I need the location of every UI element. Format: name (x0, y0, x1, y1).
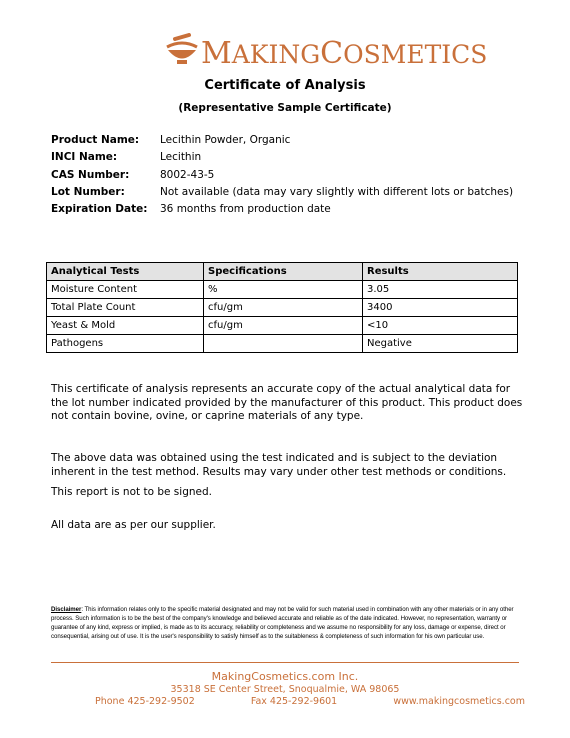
info-label: Product Name: (51, 134, 140, 146)
disclaimer (51, 606, 523, 642)
footer-divider (51, 662, 519, 663)
analysis-table (46, 262, 518, 353)
disclaimer-text: : This information relates only to the specific material designated and may not be valid for such material used in combination with any other materials or in any other process. Such information is to be the best of the company's knowledge and believed accurate and reliable as of the date indicated. However, no representation, warranty or guarantee of any kind, express or implied, is made as to its accuracy, reliability or completeness and we assume no responsibility for any loss, damage or expense, direct or consequential, arising out of use. It is the user's responsibility to satisfy himself as to the suitableness & completeness of such information for his own particular use. (51, 606, 514, 640)
table-row (47, 281, 518, 299)
footer-company: MakingCosmetics.com Inc. (211, 670, 359, 683)
document-title: Certificate of Analysis (204, 78, 366, 93)
footer-address: 35318 SE Center Street, Snoqualmie, WA 98065 (170, 684, 400, 695)
table-cell: Total Plate Count (47, 299, 204, 317)
table-cell: Yeast & Mold (47, 317, 204, 335)
info-label: Lot Number: (51, 185, 125, 198)
footer-phone: Phone 425-292-9502 (95, 696, 195, 707)
test-method-statement: The above data was obtained using the test indicated and is subject to the deviation inherent in the test method. Results may vary under other test methods or conditions. (51, 452, 507, 478)
signature-statement: This report is not to be signed. (51, 486, 212, 498)
table-cell: cfu/gm (204, 299, 363, 317)
document-subtitle: (Representative Sample Certificate) (178, 102, 392, 114)
footer-contact (95, 696, 525, 707)
table-row (47, 299, 518, 317)
table-cell: % (204, 281, 363, 299)
info-value: Not available (data may vary slightly with different lots or batches) (160, 185, 514, 198)
table-row (47, 317, 518, 335)
info-value: 8002-43-5 (160, 168, 215, 181)
table-cell: Pathogens (47, 335, 204, 353)
table-cell: Negative (363, 335, 518, 353)
info-value: Lecithin Powder, Organic (160, 134, 291, 146)
brand-name: MAKINGCOSMETICS (201, 35, 488, 71)
brand-logo (163, 30, 487, 70)
info-value: 36 months from production date (160, 203, 331, 216)
lot-number-row (51, 184, 513, 201)
table-row (47, 335, 518, 353)
info-value: Lecithin (160, 151, 202, 164)
footer-website[interactable]: www.makingcosmetics.com (393, 696, 525, 707)
table-cell: 3.05 (363, 281, 518, 299)
expiration-date-row (51, 201, 513, 218)
product-name-row (51, 132, 513, 149)
table-cell: <10 (363, 317, 518, 335)
info-label: Expiration Date: (51, 203, 148, 216)
info-label: INCI Name: (51, 151, 118, 164)
column-header: Analytical Tests (47, 263, 204, 281)
table-cell (204, 335, 363, 353)
info-label: CAS Number: (51, 168, 130, 181)
inci-name-row (51, 149, 513, 166)
column-header: Results (363, 263, 518, 281)
product-info (51, 132, 513, 218)
table-cell: Moisture Content (47, 281, 204, 299)
table-cell: 3400 (363, 299, 518, 317)
certificate-statement: This certificate of analysis represents an accurate copy of the actual analytical data for the lot number indicated provided by the manufacturer of this product. This product does not contain bovine, ovine, or caprine materials of any type. (51, 383, 523, 423)
supplier-statement: All data are as per our supplier. (51, 519, 216, 531)
footer-fax: Fax 425-292-9601 (250, 696, 338, 707)
mortar-and-pestle-icon (163, 33, 201, 67)
column-header: Specifications (204, 263, 363, 281)
table-cell: cfu/gm (204, 317, 363, 335)
cas-number-row (51, 167, 513, 184)
table-header-row (47, 263, 518, 281)
disclaimer-label: Disclaimer (51, 606, 82, 613)
